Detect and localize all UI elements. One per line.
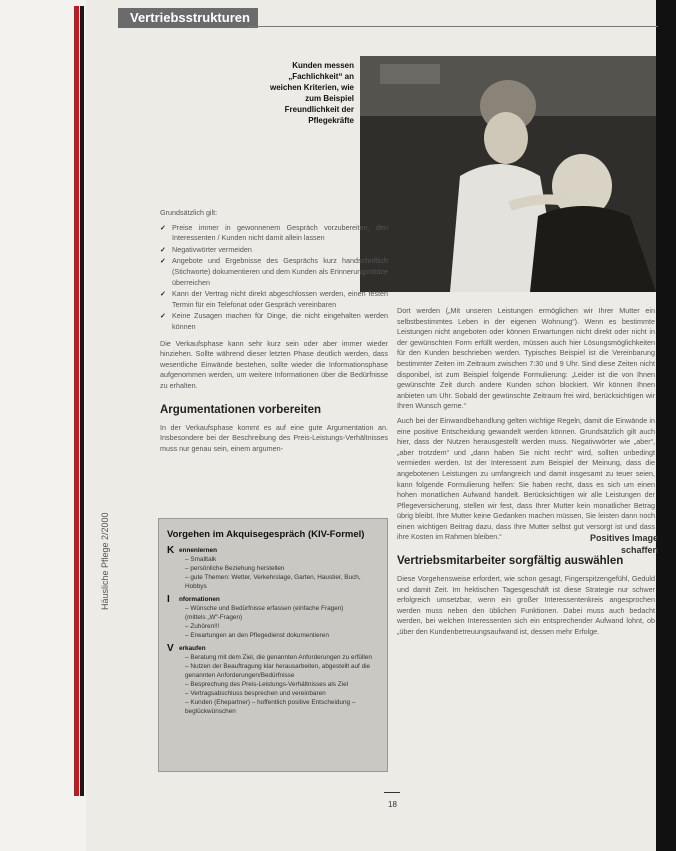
section-header: Vertriebsstrukturen [118,8,258,28]
body-paragraph: Diese Vorgehensweise erfordert, wie schon gesagt, Fingerspitzengefühl, Geduld und damit Zeit. Im hektischen Tagesgeschäft ist diese Strategie nur schwer erfolgreich umsetzbar, wenn ein großer Interessentenkreis angesprochen werden muss neben den üblichen Funktionen. Dabei muss auch bedacht werden, bei welchen Interessenten sich ein entsprechender Aufwand lohnt, ob „über den Kundenbetreuungsaufwand ist, dessen mehr Erfolge. [397,574,655,637]
kiv-item: – Zuhören!!! [185,623,220,630]
body-paragraph: Auch bei der Einwandbehandlung gelten wichtige Regeln, damit die Einwände in eine positive Entscheidung gewandelt werden können. Grundsätzlich gilt auch hier, dass der Nutzen herausgestellt werden muss. Negativwörter wie „aber“, „aber trotzdem“ und „dann haben Sie nicht recht“ wird, sollten unbedingt vermieden werden. Ist der Interessent zum Beispiel der Meinung, dass die angebotenen Leistungen zu umfangreich und damit insgesamt zu teuer seien, kann folgende Formulierung helfen: Sie haben recht, dass es sich um einen hohen monatlichen Aufwand handelt. Berücksichtigen wir alle Leistungen der Pflegeversicherung, stellen wir fest, dass Ihrer Mutter kein monatlicher Betrag übrig bleibt. Ihre Mutter keine Gedanken machen müssen, Sie leisten dann noch einen wichtigen Beitrag dazu, dass Ihre Mutter selbst gut versorgt ist und dass ihre Kosten im Rahmen bleiben.“ [397,415,655,542]
checklist-item: ✓ Negativwörter vermeiden [160,244,252,254]
check-icon: ✓ [160,289,167,299]
black-margin-bar [80,6,84,796]
check-icon: ✓ [160,256,167,266]
check-icon: ✓ [160,244,167,254]
page-number: 18 [388,800,397,809]
checklist-item: ✓ Preise immer in gewonnenem Gespräch vorzubereiten, den Interessenten / Kunden nicht damit allein lassen [160,222,388,243]
red-margin-bar [74,6,79,796]
kiv-item: – gute Themen: Wetter, Verkehrslage, Garten, Haustier, Buch, Hobbys [185,574,361,590]
kiv-heading: erkaufen [179,645,206,652]
body-paragraph: Dort werden („Mit unseren Leistungen ermöglichen wir Ihrer Mutter ein selbstbestimmtes Leben in der eigenen Wohnung“). Wenn es bestimmte Leistungen nicht angeboten oder können Erwartungen nicht direkt oder nicht in der gewünschten Form erfüllt werden, müssen auch hier Lösungsmöglichkeiten für den Kunden beschrieben werden. Typisches Beispiel ist die Vereinbarung bestimmter Zeiten im Zeitraum zwischen 7:30 und 9 Uhr. Sind diese Zeiten nicht disponibel, ist zum Beispiel folgende Formulierung: „Leider ist die von Ihnen gewünschte Zeit durch andere Kunden schon blockiert. Wir können Ihnen anbieten um Uhr. Sobald der gewünschte Zeitraum frei wird, berücksichtigen wir Ihren Wunsch gerne.“ [397,306,655,411]
vertical-credit: Häusliche Pflege 2/2000 [100,512,110,610]
book-spine-shadow [656,0,676,851]
kiv-letter: V [167,643,174,654]
kiv-item: – Beratung mit dem Ziel, die genannten Anforderungen zu erfüllen [185,654,372,661]
kiv-item: – Wünsche und Bedürfnisse erfassen (einfache Fragen) [185,605,344,612]
photo-caption: Kunden messen „Fachlichkeit“ an weichen Kriterien, wie zum Beispiel Freundlichkeit der Pflegekräfte [269,61,354,125]
kiv-item: – Besprechung des Preis-Leistungs-Verhältnisses als Ziel [185,681,349,688]
kiv-heading: ennenlernen [179,547,217,554]
photo-illustration [360,56,656,292]
checklist-item: ✓ Kann der Vertrag nicht direkt abgeschlossen werden, einen festen Termin für ein Telefonat oder Gespräch vereinbaren [160,289,388,309]
check-icon: ✓ [160,222,167,232]
page-number-rule [384,792,400,793]
intro-text: Grundsätzlich gilt: [160,208,218,217]
body-paragraph: Die Verkaufsphase kann sehr kurz sein oder aber immer wieder hinziehen. Sollte während dieser letzten Phase deutlich werden, dass wesentliche Einwände bestehen, sollte wieder die Informationsphase aufgenommen werden, um weitere Informationen über die Bedürfnisse zu erhalten. [160,338,388,390]
kiv-letter: I [167,594,170,605]
checklist-item: ✓ Keine Zusagen machen für Dinge, die nicht eingehalten werden können [160,311,388,331]
nurse-patient-photo [360,56,656,292]
kiv-item: – Erwartungen an den Pflegedienst dokumentieren [185,632,329,639]
checklist [160,223,388,333]
kiv-box-title: Vorgehen im Akquisegespräch (KIV-Formel) [167,529,365,540]
kiv-item: (mittels „W“-Fragen) [185,614,243,621]
kiv-heading: nformationen [179,596,220,603]
check-icon: ✓ [160,311,167,321]
kiv-item: – Smalltalk [185,556,217,563]
kiv-section [167,546,379,591]
left-column [160,208,388,458]
kiv-info-box [158,518,388,772]
kiv-list [159,546,387,716]
kiv-item: – Vertragsabschluss besprechen und vereinbaren [185,690,326,697]
section-heading: Argumentationen vorbereiten [160,403,322,416]
body-paragraph: In der Verkaufsphase kommt es auf eine gute Argumentation an. Insbesondere bei der Beschreibung des Preis-Leistungs-Verhältnisses muss nur genau sein, einem argumen- [160,422,388,453]
kiv-item: – persönliche Beziehung herstellen [185,565,285,572]
section-heading: Vertriebsmitarbeiter sorgfältig auswählen [397,555,624,568]
side-note-heading: Positives Image schaffen [589,533,658,555]
kiv-item: – Kunden (Ehepartner) – hoffentlich positive Entscheidung – beglückwünschen [185,699,356,715]
right-column [397,306,655,642]
checklist-item: ✓ Angebote und Ergebnisse des Gesprächs kurz handschriftlich (Stichworte) dokumentieren und dem Kunden als Erinnerungsstütze überreichen [160,256,388,287]
kiv-section [167,644,379,716]
header-rule [248,26,658,27]
kiv-item: – Nutzen der Beauftragung klar herausarbeiten, abgestellt auf die genannten Anforderungen/Bedürfnisse [185,663,371,679]
kiv-letter: K [167,545,175,556]
kiv-section [167,595,379,640]
